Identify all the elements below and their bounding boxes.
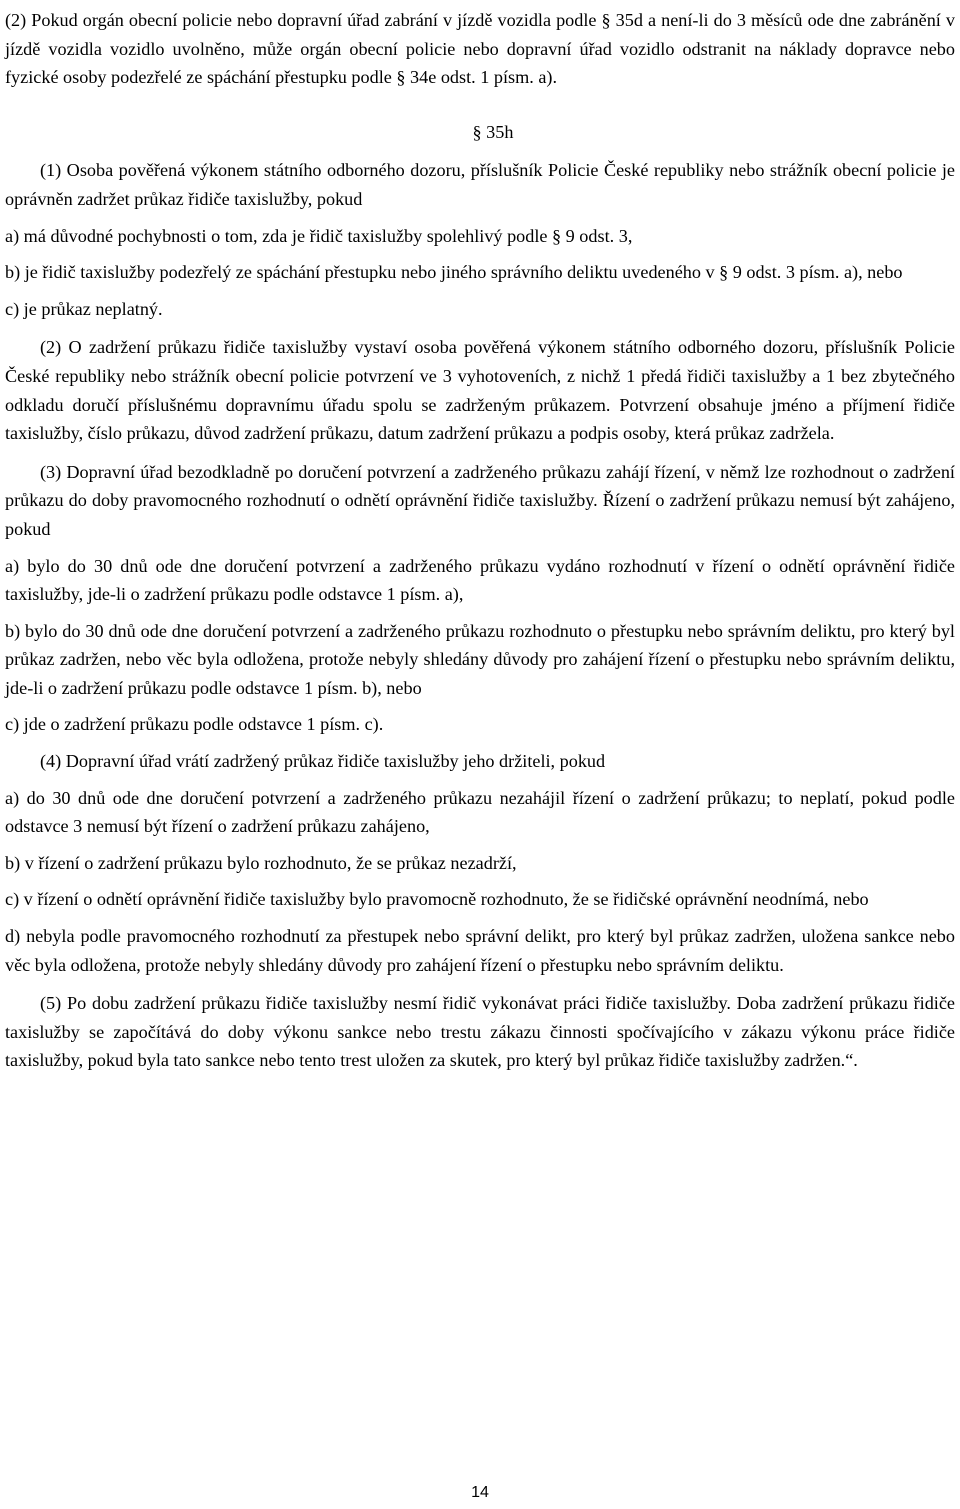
paragraph-1-intro: (1) Osoba pověřená výkonem státního odborného dozoru, příslušník Policie České republiky nebo strážník obecní policie je oprávněn zadržet průkaz řidiče taxislužby, pokud — [5, 160, 955, 209]
paragraph-5: (5) Po dobu zadržení průkazu řidiče taxislužby nesmí řidič vykonávat práci řidiče taxislužby. Doba zadržení průkazu řidiče taxislužby se započítává do doby výkonu sankce nebo trestu zákazu činnosti spočívajícího v zákazu výkonu práce řidiče taxislužby, pokud byla tato sankce nebo tento trest uložen za skutek, pro který byl průkaz řidiče taxislužby zadržen.“. — [5, 993, 955, 1071]
paragraph-1-item-a: a) má důvodné pochybnosti o tom, zda je řidič taxislužby spolehlivý podle § 9 odst. 3, — [5, 225, 633, 246]
paragraph-1-item-b: b) je řidič taxislužby podezřelý ze spáchání přestupku nebo jiného správního deliktu uvedeného v § 9 odst. 3 písm. a), nebo — [5, 262, 903, 283]
paragraph-2: (2) O zadržení průkazu řidiče taxislužby vystaví osoba pověřená výkonem státního odborného dozoru, příslušník Policie České republiky nebo strážník obecní policie potvrzení ve 3 vyhotoveních, z nichž 1 předá řidiči taxislužby a 1 bez zbytečného odkladu doručí příslušnému dopravnímu úřadu spolu se zadrženým průkazem. Potvrzení obsahuje jméno a příjmení řidiče taxislužby, číslo průkazu, důvod zadržení průkazu, datum zadržení průkazu a podpis osoby, která průkaz zadržela. — [5, 337, 955, 444]
paragraph-4-item-c: c) v řízení o odnětí oprávnění řidiče taxislužby bylo pravomocně rozhodnuto, že se řidičské oprávnění neodnímá, nebo — [5, 889, 869, 910]
paragraph-1-item-c: c) je průkaz neplatný. — [5, 298, 163, 319]
paragraph-4-item-a: a) do 30 dnů ode dne doručení potvrzení a zadrženého průkazu nezahájil řízení o zadržení průkazu; to neplatí, pokud podle odstavce 3 nemusí být řízení o zadržení průkazu zahájeno, — [5, 787, 955, 837]
paragraph-3-item-a: a) bylo do 30 dnů ode dne doručení potvrzení a zadrženého průkazu vydáno rozhodnutí v řízení o odnětí oprávnění řidiče taxislužby, jde-li o zadržení průkazu podle odstavce 1 písm. a), — [5, 555, 955, 605]
paragraph-3-intro: (3) Dopravní úřad bezodkladně po doručení potvrzení a zadrženého průkazu zahájí řízení, v němž lze rozhodnout o zadržení průkazu do doby pravomocného rozhodnutí o odnětí oprávnění řidiče taxislužby. Řízení o zadržení průkazu nemusí být zahájeno, pokud — [5, 461, 955, 539]
paragraph-4-item-d: d) nebyla podle pravomocného rozhodnutí za přestupek nebo správní delikt, pro který byl průkaz zadržen, uložena sankce nebo věc byla odložena, protože nebyly shledány důvody pro zahájení řízení o přestupku nebo správním deliktu. — [5, 926, 955, 975]
paragraph-3-item-c: c) jde o zadržení průkazu podle odstavce 1 písm. c). — [5, 714, 384, 735]
page-number: 14 — [471, 1484, 489, 1501]
paragraph-4-item-b: b) v řízení o zadržení průkazu bylo rozhodnuto, že se průkaz nezadrží, — [5, 852, 517, 873]
section-heading: § 35h — [472, 121, 514, 142]
paragraph-4-intro: (4) Dopravní úřad vrátí zadržený průkaz řidiče taxislužby jeho držiteli, pokud — [40, 751, 606, 772]
paragraph-3-item-b: b) bylo do 30 dnů ode dne doručení potvrzení a zadrženého průkazu rozhodnuto o přestupku nebo správním deliktu, pro který byl průkaz zadržen, nebo věc byla odložena, protože nebyly shledány důvody pro zahájení řízení o přestupku nebo správním deliktu, jde-li o zadržení průkazu podle odstavce 1 písm. b), nebo — [5, 620, 955, 698]
document-page — [5, 0, 955, 1075]
paragraph-prev-2: (2) Pokud orgán obecní policie nebo dopravní úřad zabrání v jízdě vozidla podle § 35d a není-li do 3 měsíců ode dne zabránění v jízdě vozidla vozidlo uvolněno, může orgán obecní policie nebo dopravní úřad vozidlo odstranit na náklady dopravce nebo fyzické osoby podezřelé ze spáchání přestupku podle § 34e odst. 1 písm. a). — [5, 10, 955, 88]
